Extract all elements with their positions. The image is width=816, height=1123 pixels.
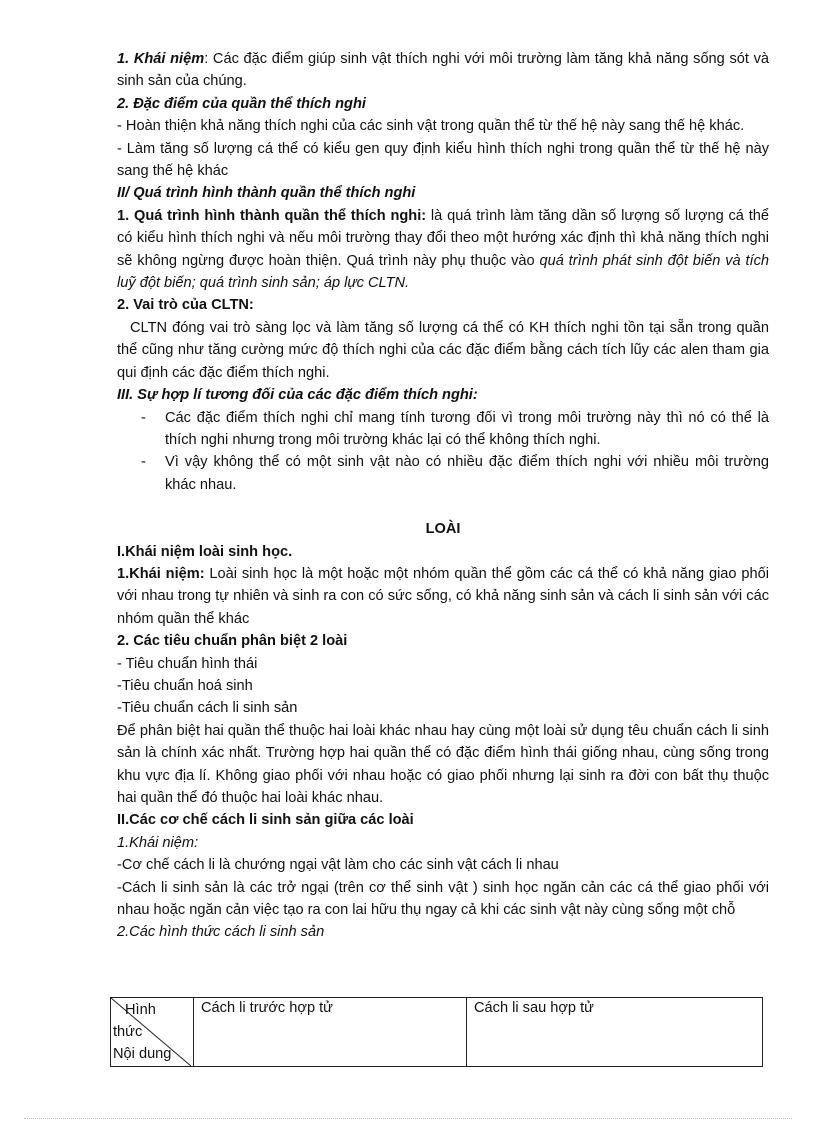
mechanism-line-2: -Cách li sinh sản là các trở ngại (trên cơ thể sinh vật ) sinh học ngăn cản các cá thể giao phối với nhau hoặc ngăn cản việc tạo ra con lai hữu thụ ngay cả khi các sinh vật này cùng sống một chỗ <box>117 879 769 919</box>
criteria-explanation: Để phân biệt hai quần thể thuộc hai loài khác nhau hay cùng một loài sử dụng têu chuẩn cách li sinh sản là chính xác nhất. Trường hợp hai quần thể có đặc điểm hình thái giống nhau, cùng sống trong khu vực địa lí. Không giao phối với nhau hoặc có giao phối nhưng lại sinh ra đời con bất thụ thuộc hai quần thể đó thuộc hai loài khác nhau. <box>117 722 769 806</box>
table-header-postzygotic: Cách li sau hợp tử <box>467 998 763 1067</box>
corner-label-top: Hình <box>125 1002 156 1018</box>
concept-text: : Các đặc điểm giúp sinh vật thích nghi với môi trường làm tăng khả năng sống sót và sinh sản của chúng. <box>117 51 770 90</box>
subheading-concept: 1.Khái niệm: <box>117 834 199 851</box>
criterion-line: -Tiêu chuẩn hoá sinh <box>117 677 253 694</box>
corner-label-bottom: Nội dung <box>113 1046 172 1062</box>
formation-lead: 1. Quá trình hình thành quần thể thích nghi: <box>117 207 427 224</box>
table-corner-cell <box>111 998 194 1067</box>
section-heading-adapted-population: 2. Đặc điểm của quần thể thích nghi <box>117 95 366 112</box>
document-body <box>117 48 769 944</box>
isolation-forms-table <box>110 997 763 1067</box>
table-header-prezygotic: Cách li trước hợp tử <box>194 998 467 1067</box>
species-concept-paragraph <box>117 563 769 630</box>
section-heading-relative: III. Sự hợp lí tương đối của các đặc điểm thích nghi: <box>117 387 478 404</box>
species-concept-lead: 1.Khái niệm: <box>117 565 205 582</box>
species-concept-text: Loài sinh học là một hoặc một nhóm quần thể gồm các cá thể có khả năng giao phối với nhau trong tự nhiên và sinh ra con có sức sống, có khả năng sinh sản và cách li sinh sản với các nhóm quần thể khác <box>117 565 769 627</box>
corner-label-mid: thức <box>113 1024 143 1040</box>
section-heading-criteria: 2. Các tiêu chuẩn phân biệt 2 loài <box>117 633 348 650</box>
table-row <box>111 998 763 1067</box>
mechanism-line-1: -Cơ chế cách li là chướng ngại vật làm cho các sinh vật cách li nhau <box>117 857 559 874</box>
concept-paragraph <box>117 48 769 93</box>
criterion-line: - Tiêu chuẩn hình thái <box>117 655 258 672</box>
formation-text: là quá trình làm tăng dần số lượng số lượng cá thể có kiểu hình thích nghi và nếu môi trường thay đổi theo một hướng xác định thì khả năng thích nghi sẽ không ngừng được hoàn thiện. Quá trình này phụ thuộc vào <box>117 207 769 269</box>
feature-line-1: - Hoàn thiện khả năng thích nghi của các sinh vật trong quần thể từ thế hệ này sang thế hệ khác. <box>117 118 745 135</box>
section-heading-cltn-role: 2. Vai trò của CLTN: <box>117 297 254 314</box>
relative-bullet-list <box>117 407 769 497</box>
subheading-forms: 2.Các hình thức cách li sinh sản <box>117 924 325 941</box>
formation-paragraph <box>117 205 769 295</box>
section-heading-species-concept: I.Khái niệm loài sinh học. <box>117 543 293 560</box>
cltn-paragraph: CLTN đóng vai trò sàng lọc và làm tăng số lượng cá thể có KH thích nghi tồn tại sẵn trong quần thể cũng như tăng cường mức độ thích nghi của các đặc điểm bằng cách tích lũy các alen tham gia qui định các đặc điểm thích nghi. <box>117 319 769 381</box>
formation-italic: quá trình phát sinh đột biến và tích luỹ đột biến; quá trình sinh sản; áp lực CLTN. <box>117 252 769 292</box>
section-heading-mechanisms: II.Các cơ chế cách li sinh sản giữa các loài <box>117 812 414 829</box>
page-title: LOÀI <box>425 521 461 538</box>
section-heading-formation: II/ Quá trình hình thành quần thể thích nghi <box>117 185 416 202</box>
concept-lead: 1. Khái niệm <box>117 51 205 67</box>
criterion-line: -Tiêu chuẩn cách li sinh sản <box>117 700 298 717</box>
feature-line-2: - Làm tăng số lượng cá thể có kiểu gen quy định kiểu hình thích nghi trong quần thể từ thế hệ này sang thế hệ khác <box>117 140 769 180</box>
list-item: - Vì vậy không thể có một sinh vật nào có nhiều đặc điểm thích nghi với nhiều môi trường khác nhau. <box>117 451 769 496</box>
page-bottom-divider <box>24 1118 792 1119</box>
list-item: - Các đặc điểm thích nghi chỉ mang tính tương đối vì trong môi trường này thì nó có thể là thích nghi nhưng trong môi trường khác lại có thể không thích nghi. <box>117 407 769 452</box>
